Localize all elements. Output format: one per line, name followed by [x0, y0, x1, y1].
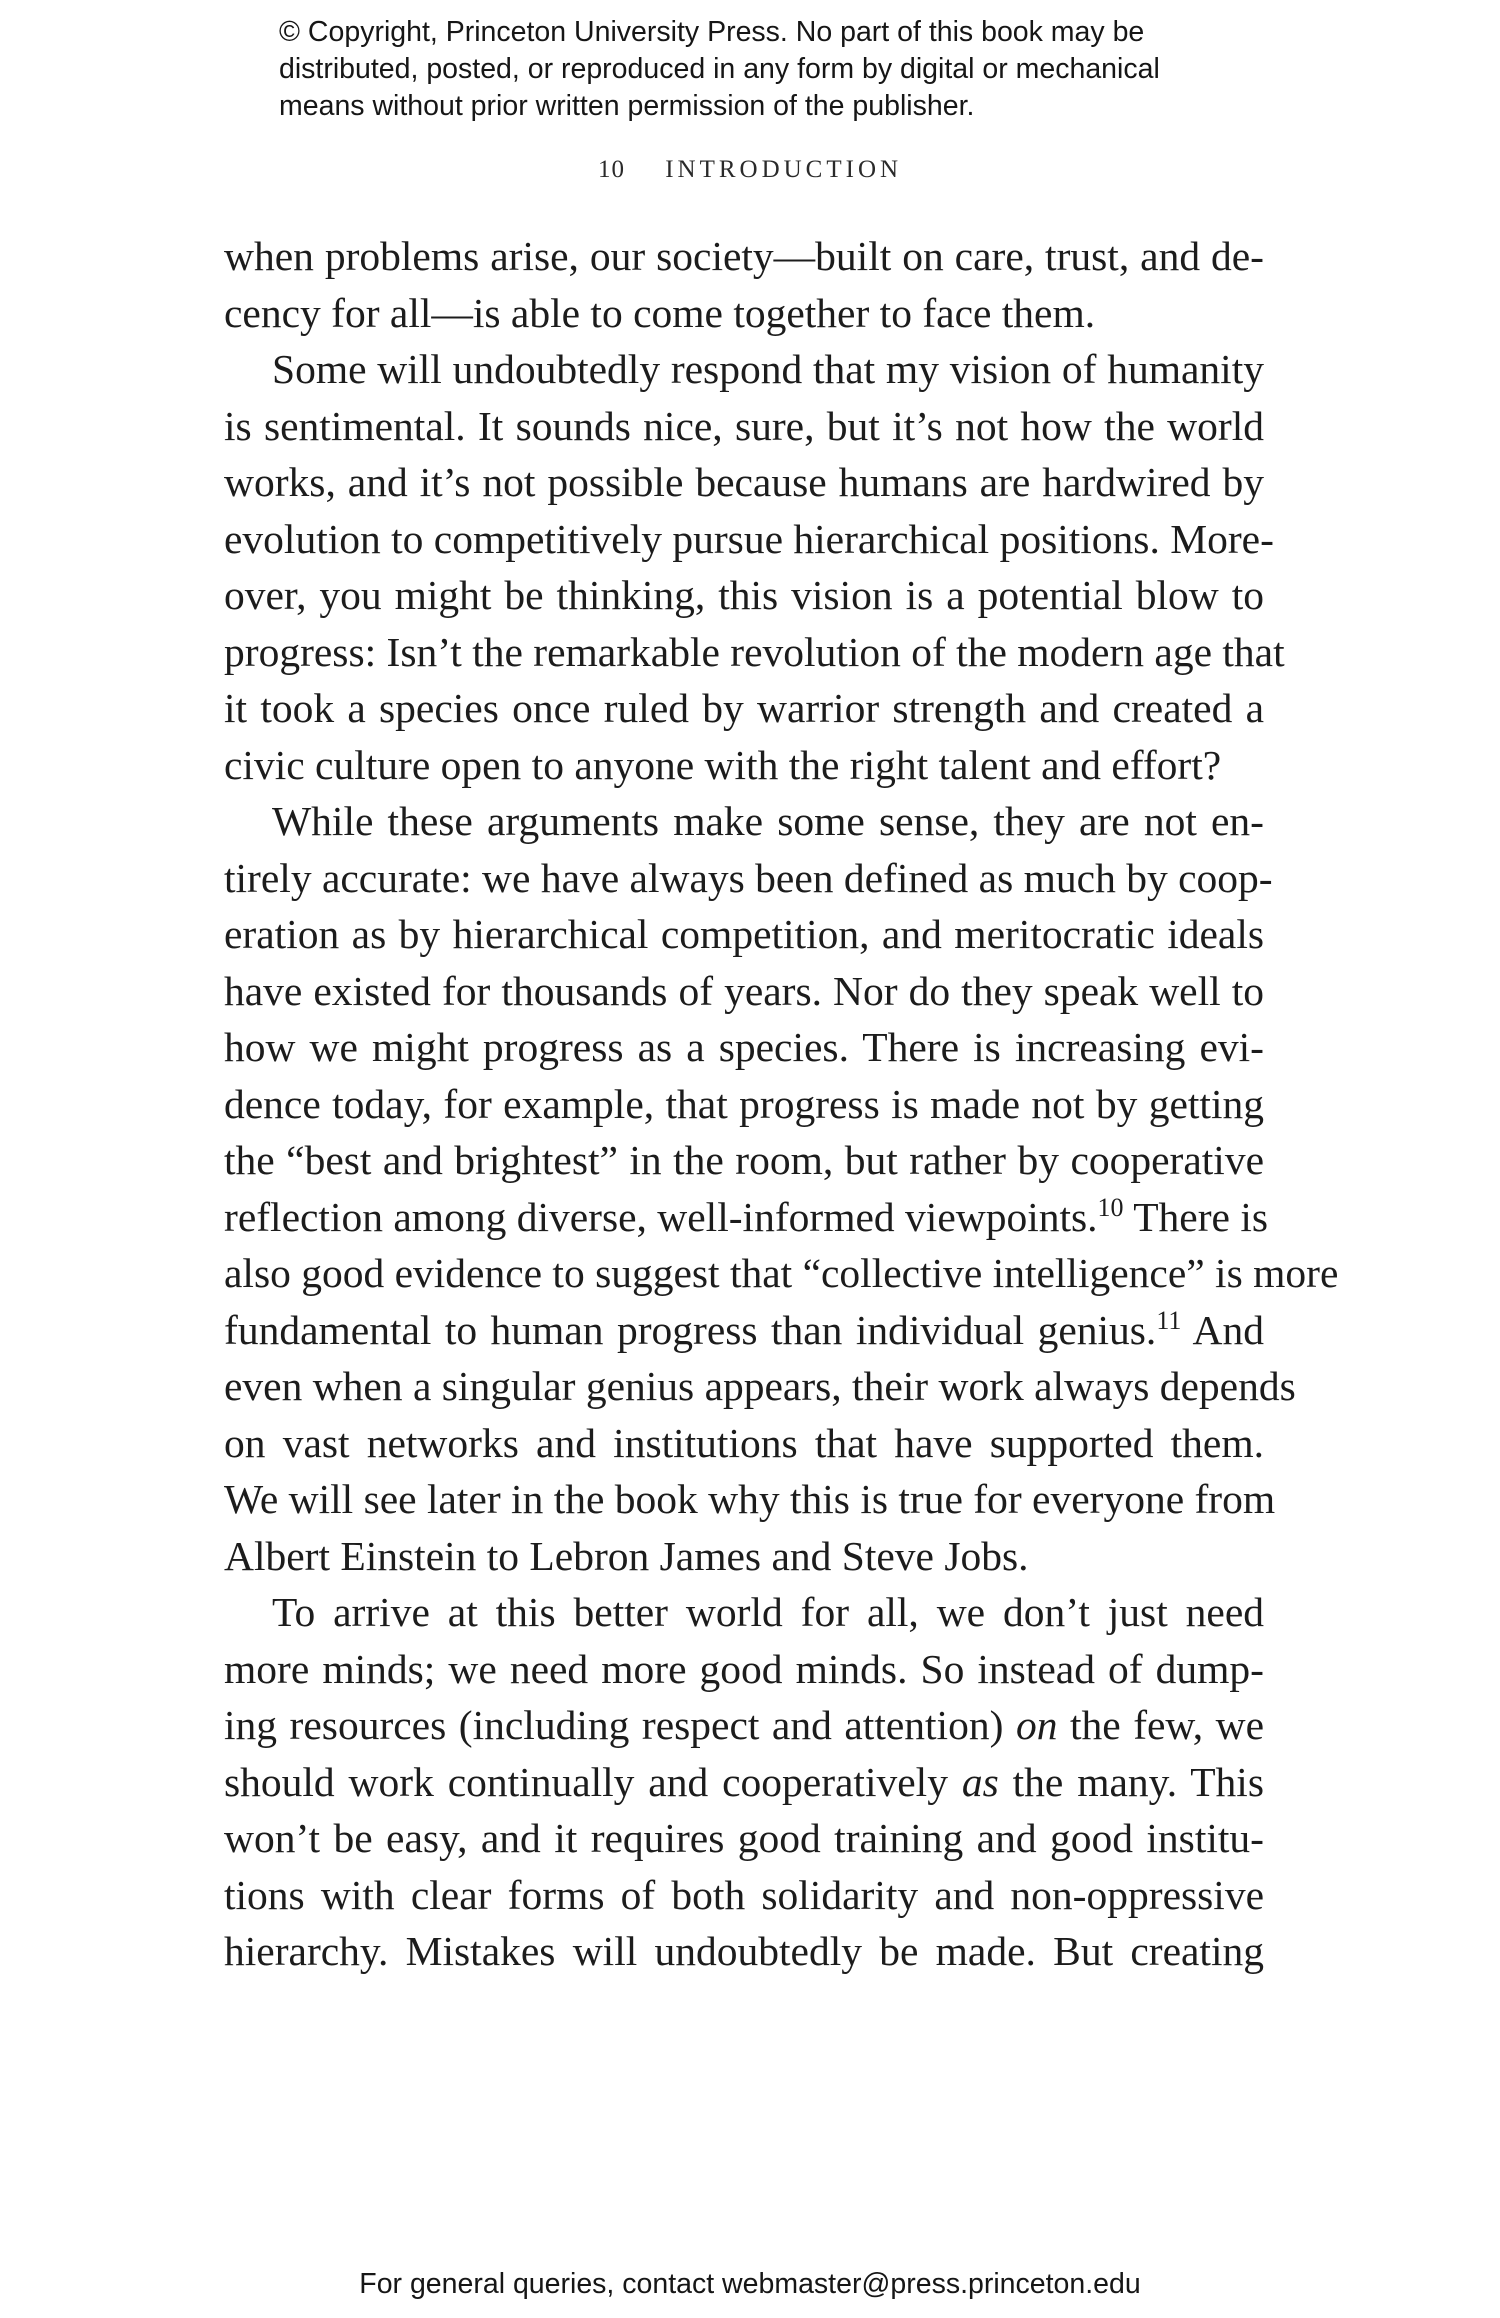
running-head	[0, 156, 1500, 184]
emphasis-on: on	[1015, 1702, 1058, 1748]
line-text: fundamental to human progress than individual genius.	[224, 1306, 1157, 1353]
text-line	[224, 1189, 1269, 1246]
text-line: won’t be easy, and it requires good training and good institu-	[224, 1815, 1264, 1861]
emphasis-as: as	[961, 1758, 999, 1805]
line-text: And	[1192, 1306, 1264, 1353]
text-line: hierarchy. Mistakes will undoubtedly be made. But creating	[224, 1928, 1264, 1974]
text-line: works, and it’s not possible because humans are hardwired by	[224, 459, 1264, 505]
line-text: ing resources (including respect and attention)	[224, 1702, 1016, 1748]
chapter-title: INTRODUCTION	[665, 156, 903, 183]
footer-contact: For general queries, contact webmaster@press.princeton.edu	[359, 2268, 1141, 2300]
text-line: dence today, for example, that progress is made not by getting	[224, 1080, 1264, 1127]
text-line	[224, 1754, 1264, 1811]
copyright-line: © Copyright, Princeton University Press. No part of this book may be	[279, 16, 1145, 48]
body-text	[224, 228, 1339, 1980]
text-line: over, you might be thinking, this vision is a potential blow to	[224, 572, 1264, 618]
text-line: evolution to competitively pursue hierarchical positions. More-	[224, 515, 1274, 562]
text-line: when problems arise, our society—built on care, trust, and de-	[224, 233, 1264, 279]
text-line: is sentimental. It sounds nice, sure, but it’s not how the world	[224, 402, 1264, 449]
text-line: on vast networks and institutions that have supported them.	[224, 1419, 1264, 1466]
text-line: how we might progress as a species. There is increasing evi-	[224, 1024, 1264, 1070]
text-line: cency for all—is able to come together to face them.	[224, 289, 1096, 336]
text-line: also good evidence to suggest that “collective intelligence” is more	[224, 1250, 1339, 1296]
text-line: Albert Einstein to Lebron James and Steve Jobs.	[224, 1532, 1029, 1579]
copyright-line: distributed, posted, or reproduced in any form by digital or mechanical	[279, 53, 1160, 85]
text-line: the “best and brightest” in the room, but rather by cooperative	[224, 1137, 1264, 1183]
text-line: We will see later in the book why this is true for everyone from	[224, 1476, 1276, 1522]
text-line	[224, 1697, 1264, 1754]
text-line: tions with clear forms of both solidarity and non-oppressive	[224, 1871, 1264, 1918]
text-line: eration as by hierarchical competition, and meritocratic ideals	[224, 911, 1264, 957]
page-number: 10	[597, 156, 625, 183]
text-line: it took a species once ruled by warrior strength and created a	[224, 685, 1264, 731]
line-text: the many. This	[998, 1758, 1264, 1805]
text-line: civic culture open to anyone with the right talent and effort?	[224, 741, 1222, 788]
text-line: Some will undoubtedly respond that my vision of humanity	[272, 346, 1264, 392]
text-line: To arrive at this better world for all, we don’t just need	[272, 1589, 1264, 1635]
text-line: have existed for thousands of years. Nor do they speak well to	[224, 967, 1264, 1014]
text-line: progress: Isn’t the remarkable revolution of the modern age that	[224, 628, 1285, 675]
text-line: even when a singular genius appears, their work always depends	[224, 1363, 1296, 1409]
line-text: should work continually and cooperatively	[224, 1758, 962, 1805]
copyright-notice	[279, 14, 1279, 125]
text-line: tirely accurate: we have always been defined as much by coop-	[224, 854, 1273, 901]
footnote-ref-11[interactable]: 11	[1156, 1305, 1182, 1335]
copyright-line: means without prior written permission of the publisher.	[279, 90, 975, 122]
text-line: While these arguments make some sense, they are not en-	[272, 798, 1264, 844]
line-text: There is	[1133, 1193, 1269, 1240]
line-text: reflection among diverse, well-informed viewpoints.	[224, 1193, 1098, 1240]
text-line	[224, 1302, 1264, 1359]
footnote-ref-10[interactable]: 10	[1097, 1192, 1124, 1222]
text-line: more minds; we need more good minds. So instead of dump-	[224, 1645, 1264, 1692]
line-text: the few, we	[1057, 1702, 1264, 1748]
